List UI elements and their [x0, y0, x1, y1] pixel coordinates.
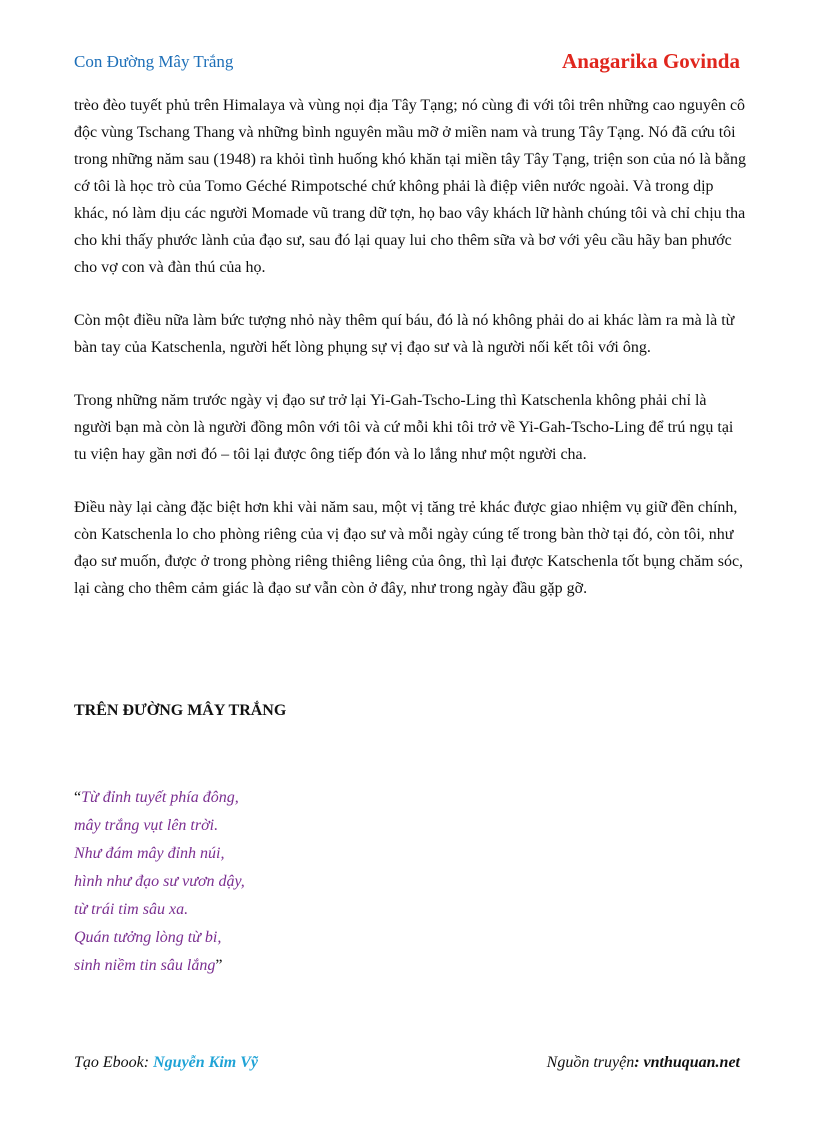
- footer-source-credit: [547, 1054, 740, 1072]
- poem-line-text: Quán tưởng lòng từ bi,: [74, 929, 222, 946]
- poem-line-text: sinh niềm tin sâu lắng: [74, 957, 216, 974]
- paragraph-4: Điều này lại càng đặc biệt hơn khi vài năm sau, một vị tăng trẻ khác được giao nhiệm vụ giữ đền chính, còn Katschenla lo cho phòng riêng của vị đạo sư và mỗi ngày cúng tế trong bàn thờ tại đó, còn tôi, như đạo sư muốn, được ở trong phòng riêng thiêng liêng của ông, thì lại được Katschenla tốt bụng chăm sóc, lại càng cho thêm cảm giác là đạo sư vẫn còn ở đây, như trong ngày đầu gặp gỡ.: [74, 499, 744, 597]
- poem-line-7: [74, 952, 245, 980]
- source-site: vnthuquan.net: [643, 1054, 740, 1071]
- close-quote: ”: [215, 957, 223, 974]
- body-text: [74, 92, 746, 628]
- ebook-label: Tạo Ebook: [74, 1054, 144, 1071]
- author-name: Anagarika Govinda: [562, 49, 740, 73]
- ebook-separator: :: [143, 1054, 154, 1071]
- poem-line-text: từ trái tim sâu xa.: [74, 901, 189, 918]
- poem-line-text: hình như đạo sư vươn dậy,: [74, 873, 245, 890]
- poem-line-2: [74, 812, 245, 840]
- poem-line-5: [74, 896, 245, 924]
- poem-line-3: [74, 840, 245, 868]
- paragraph-3: Trong những năm trước ngày vị đạo sư trở lại Yi-Gah-Tscho-Ling thì Katschenla không phải chỉ là người bạn mà còn là người đồng môn với tôi và cứ mỗi khi tôi trở về Yi-Gah-Tscho-Ling để trú ngụ tại tu viện hay gần nơi đó – tôi lại được ông tiếp đón và lo lắng như một người cha.: [74, 392, 734, 463]
- ebook-creator-name: Nguyễn Kim Vỹ: [153, 1054, 258, 1071]
- source-label: Nguồn truyện: [546, 1054, 635, 1071]
- paragraph-1: trèo đèo tuyết phủ trên Himalaya và vùng nọi địa Tây Tạng; nó cùng đi với tôi trên những cao nguyên cô độc vùng Tschang Thang và những bình nguyên mầu mỡ ở miền nam và trung Tây Tạng. Nó đã cứu tôi trong những năm sau (1948) ra khỏi tình huống khó khăn tại miền tây Tây Tạng, triện son của nó là bằng cớ tôi là học trò của Tomo Géché Rimpotsché chứ không phải là điệp viên nước ngoài. Và trong dịp khác, nó làm dịu các người Momade vũ trang dữ tợn, họ bao vây khách lữ hành chúng tôi và chỉ chịu tha cho khi thấy phước lành của đạo sư, sau đó lại quay lui cho thêm sữa và bơ với yêu cầu hãy ban phước cho vợ con và đàn thú của họ.: [74, 97, 746, 276]
- poem-line-text: Như đám mây đỉnh núi,: [74, 845, 225, 862]
- open-quote: “: [74, 789, 82, 806]
- section-title: TRÊN ĐƯỜNG MÂY TRẮNG: [74, 702, 287, 719]
- poem-line-6: [74, 924, 245, 952]
- poem-line-text: mây trắng vụt lên trời.: [74, 817, 219, 834]
- paragraph-2: Còn một điều nữa làm bức tượng nhỏ này thêm quí báu, đó là nó không phải do ai khác làm ra mà là từ bàn tay của Katschenla, người hết lòng phụng sự vị đạo sư và là người nối kết tôi với ông.: [74, 312, 735, 356]
- footer-ebook-credit: [74, 1054, 258, 1072]
- book-title: Con Đường Mây Trắng: [74, 52, 234, 71]
- poem-line-text: Từ đỉnh tuyết phía đông,: [81, 789, 239, 806]
- source-separator: :: [634, 1054, 644, 1071]
- poem: [74, 784, 245, 980]
- poem-line-4: [74, 868, 245, 896]
- poem-line-1: [74, 784, 245, 812]
